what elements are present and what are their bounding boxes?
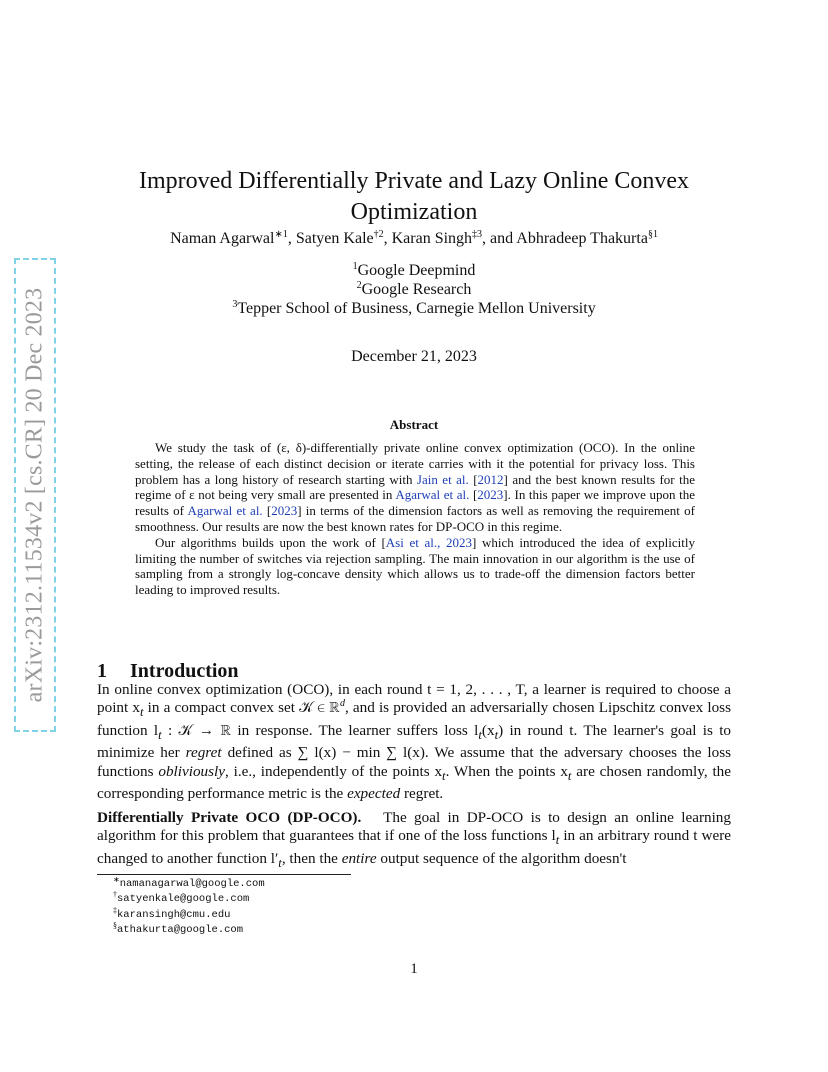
footnote-email[interactable]: namanagarwal@google.com xyxy=(119,878,265,890)
citation-link[interactable]: Agarwal et al. xyxy=(187,503,263,519)
footnote-mark: ‡ xyxy=(113,905,117,915)
math-subscript: t xyxy=(555,833,560,848)
author-list: Naman Agarwal$^{∗1}$, Satyen Kale$^{\dagger 2}$, Karan Singh$^{\ddagger 3}$, and Abhradeep Thakurta$^{\S 1}$ xyxy=(170,229,658,247)
footnote xyxy=(113,905,265,923)
footnote-mark: ∗ xyxy=(113,875,120,884)
footnote xyxy=(113,920,265,938)
footnote-divider xyxy=(97,874,351,875)
author-mark: ∗1 xyxy=(274,229,288,240)
abstract-paragraph: We study the task of (ε, δ)-differentially private online convex optimization (OCO). In the online setting, the release of each distinct decision or iterate carries with it the potential for privacy loss. This problem has a long history of research starting with Jain et al. [2012] and the best known results for the regime of ε not being very small are presented in Agarwal et al. [2023]. In this paper we improve upon the results of Agarwal et al. [2023] in terms of the dimension factors as well as removing the requirement of smoothness. Our results are now the best known rates for DP-OCO in this regime. xyxy=(135,440,695,534)
affiliation-name: Tepper School of Business, Carnegie Mellon University xyxy=(237,300,596,317)
body-text: , then the xyxy=(281,849,338,867)
body-text: in a compact convex set 𝒦 ∈ ℝ xyxy=(147,699,340,717)
footnote-mark: † xyxy=(113,890,117,900)
citation-year-link[interactable]: 2012 xyxy=(477,471,504,487)
math-subscript: t xyxy=(158,727,162,742)
footnotes xyxy=(113,877,265,938)
author-mark: †2 xyxy=(373,229,384,240)
dp-oco-paragraph xyxy=(97,809,731,872)
page-number: 1 xyxy=(410,961,418,977)
math-subscript: t xyxy=(278,855,282,870)
body-text: ) in round t. The learner's goal is to minimize her xyxy=(97,721,732,762)
body-text: In online convex optimization (OCO), in each round t = 1, 2, . . . , T, a learner is required to choose a point x xyxy=(97,681,731,717)
author-mark: ‡3 xyxy=(472,229,483,240)
abstract-heading: Abstract xyxy=(389,417,439,432)
body-text: The goal in DP-OCO is to design an online learning algorithm for this problem that guarantees that if one of the loss functions l xyxy=(97,809,731,845)
author-name: Satyen Kale xyxy=(295,230,374,247)
paper-date: December 21, 2023 xyxy=(351,348,477,365)
section-title: Introduction xyxy=(130,659,239,682)
citation-year-link[interactable]: 2023 xyxy=(271,503,298,519)
footnote xyxy=(113,877,265,892)
footnote xyxy=(113,892,265,907)
author-conjunction: and xyxy=(490,230,514,247)
paragraph-heading: Differentially Private OCO (DP-OCO). xyxy=(97,809,362,826)
citation-link[interactable]: Agarwal et al. xyxy=(395,487,470,503)
math-subscript: t xyxy=(494,727,499,742)
abstract-text: Our algorithms builds upon the work of xyxy=(155,534,376,550)
emphasis-text: regret xyxy=(185,744,222,762)
abstract-body xyxy=(135,440,695,598)
affiliation-mark: 3 xyxy=(232,299,238,310)
abstract-text: In this paper we improve upon the results of xyxy=(135,487,695,519)
citation-link[interactable]: Jain et al. xyxy=(416,471,469,487)
abstract-text: and the best known results for the regime of ε not being very small are presented in xyxy=(135,471,695,503)
body-text: in an arbitrary round t were changed to another function l′ xyxy=(97,827,731,867)
affiliation xyxy=(90,300,738,318)
section-number: 1 xyxy=(97,659,107,682)
author-name: Karan Singh xyxy=(391,230,473,247)
body-text: regret. xyxy=(404,785,444,803)
footnote-email[interactable]: athakurta@google.com xyxy=(117,923,244,936)
body-text: , i.e., independently of the points x xyxy=(225,762,443,780)
abstract-text: We study the task of (ε, δ)-differentially private online convex optimization (OCO). In the online setting, the release of each distinct decision or iterate carries with it the potential for privacy loss. This problem has a long history of research starting with xyxy=(135,440,695,487)
abstract-text: in terms of the dimension factors as well as removing the requirement of smoothness. Our results are now the best known rates for DP-OCO in this regime. xyxy=(135,503,695,534)
body-text: . When the points x xyxy=(445,762,568,780)
emphasis-text: expected xyxy=(347,785,401,803)
footnote-mark: § xyxy=(113,920,117,930)
math-superscript: d xyxy=(339,698,345,710)
affiliation-mark: 1 xyxy=(352,261,358,272)
footnote-email[interactable]: karansingh@cmu.edu xyxy=(117,908,231,921)
affiliation xyxy=(90,281,738,299)
author-mark: §1 xyxy=(647,229,658,240)
math-subscript: t xyxy=(478,727,482,742)
citation-year-link[interactable]: 2023 xyxy=(477,487,504,503)
body-text: : 𝒦 → ℝ in response. The learner suffers loss l xyxy=(167,721,479,739)
arxiv-stamp xyxy=(14,258,56,732)
math-subscript: t xyxy=(442,768,446,783)
paper-title: Improved Differentially Private and Lazy Online Convex Optimization xyxy=(138,168,690,226)
author-name: Abhradeep Thakurta xyxy=(516,230,648,247)
body-text: (x xyxy=(481,721,495,739)
affiliation-name: Google Deepmind xyxy=(357,262,476,279)
math-subscript: t xyxy=(567,768,572,783)
citation-link[interactable]: Asi et al., 2023 xyxy=(385,534,473,550)
intro-paragraph xyxy=(97,681,731,804)
abstract-text: which introduced the idea of explicitly limiting the number of switches via rejection sampling. The main innovation in our algorithm is the use of sampling from a strongly log-concave density which allows us to trade-off the dimension factors better leading to improved results. xyxy=(135,534,695,598)
affiliation-mark: 2 xyxy=(356,280,362,291)
author-name: Naman Agarwal xyxy=(170,230,275,247)
affiliation xyxy=(90,262,738,280)
body-text: are chosen randomly, the corresponding performance metric is the xyxy=(97,762,732,803)
body-text: defined as ∑ l(x) − min ∑ l(x). We assume that the adversary chooses the loss functions xyxy=(97,744,732,780)
arxiv-stamp-text: arXiv:2312.11534v2 [cs.CR] 20 Dec 2023 xyxy=(21,287,48,703)
body-text: output sequence of the algorithm doesn't xyxy=(380,849,627,867)
footnote-email[interactable]: satyenkale@google.com xyxy=(117,893,250,906)
emphasis-text: obliviously xyxy=(158,762,226,780)
body-text: , and is provided an adversarially chosen Lipschitz convex loss function l xyxy=(97,699,731,739)
emphasis-text: entire xyxy=(341,849,377,867)
section-heading xyxy=(97,660,239,683)
affiliation-name: Google Research xyxy=(361,281,472,298)
abstract-paragraph: Our algorithms builds upon the work of [Asi et al., 2023] which introduced the idea of explicitly limiting the number of switches via rejection sampling. The main innovation in our algorithm is the use of sampling from a strongly log-concave density which allows us to trade-off the dimension factors better leading to improved results. xyxy=(135,534,695,598)
math-subscript: t xyxy=(139,705,144,720)
